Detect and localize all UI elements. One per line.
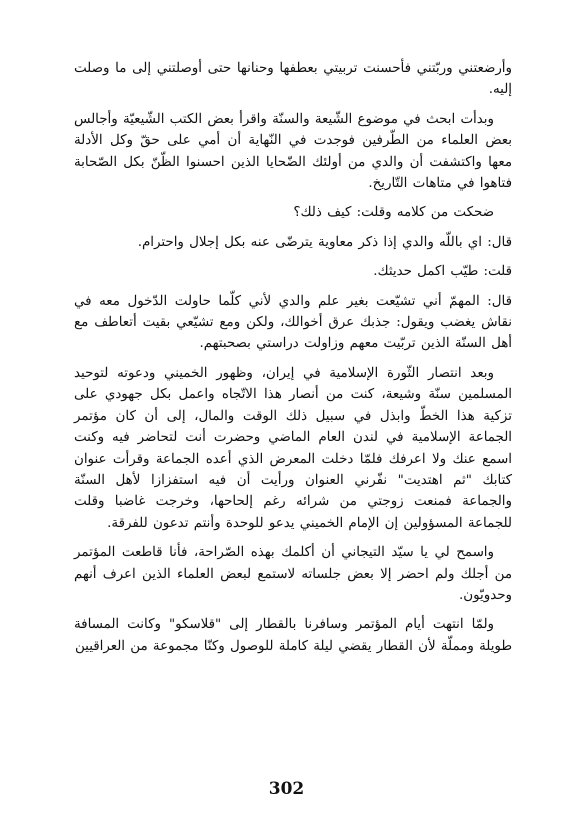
paragraph-research: وبدأت ابحث في موضوع الشّيعة والسنّة واقرأ بعض الكتب الشّيعيّة وأجالس بعض العلماء من الطّرفين فوجدت في النّهاية أن أمي على حقّ وكل الأدلة معها واكتشفت أن والدي من أولئك الضّحايا الذين احسنوا الظّنّ بكل الصّحابة فتاهوا في متاهات التّاريخ. bbox=[74, 111, 512, 192]
paragraph-train: ولمّا انتهت أيام المؤتمر وسافرنا بالقطار إلى "قلاسكو" وكانت المسافة طويلة ومملّة لأن القطار يقضي ليلة كاملة للوصول وكنّا مجموعة من العراقيين bbox=[74, 617, 512, 654]
paragraph-continuation: وأرضعتني وربّتني فأحسنت تربيتي بعطفها وحنانها حتى أوصلتني إلى ما وصلت إليه. bbox=[74, 61, 512, 98]
page-number: 302 bbox=[268, 779, 305, 799]
paragraph-laughed: ضحكت من كلامه وقلت: كيف ذلك؟ bbox=[293, 205, 494, 221]
paragraph-revolution: وبعد انتصار الثّورة الإسلامية في إيران، وظهور الخميني ودعوته لتوحيد المسلمين سنّة وشيعة، كنت من أنصار هذا الاتّجاه واعمل بكل جهودي على تزكية هذا الخطّ وابذل في سبيل ذلك الوقت والمال، إلى أن كان مؤتمر الجماعة الإسلامية في لندن العام الماضي وحضرت أنت لتحاضر فيه وكنت اسمع عنك ولا اعرفك فلمّا دخلت المعرض الذي أعده الجماعة وقرأت عنوان كتابك "ثم اهتديت" نفّرني العنوان ورأيت أن فيه استفزازا لأهل السنّة والجماعة فمنعت زوجتي من شرائه رغم إلحاحها، وخرجت غاضبا وقلت للجماعة المسؤولين إن الإمام الخميني يدعو للوحدة وأنتم تدعون للفرقة. bbox=[74, 365, 512, 531]
paragraph-frankness: واسمح لي يا سيّد التيجاني أن أكلمك بهذه الصّراحة، فأنا قاطعت المؤتمر من أجلك ولم احضر إلا بعض جلساته لاستمع لبعض العلماء الذين اعرف أنهم وحدويّون. bbox=[74, 545, 512, 603]
paragraph-conversion: قال: المهمّ أني تشيّعت بغير علم والدي لأني كلّما حاولت الدّخول معه في نقاش يغضب ويقول: جذبك عرق أخوالك، ولكن ومع تشيّعي بقيت أتعاطف مع أهل السنّة الذين تربّيت معهم وزاولت دراستي بصحبتهم. bbox=[74, 293, 512, 352]
body-text bbox=[74, 58, 512, 665]
paragraph-continue: قلت: طيّب اكمل حديثك. bbox=[373, 264, 512, 280]
paragraph-muawiya: قال: اي باللّه والدي إذا ذكر معاوية يترضّى عنه بكل إجلال واحترام. bbox=[137, 234, 512, 250]
